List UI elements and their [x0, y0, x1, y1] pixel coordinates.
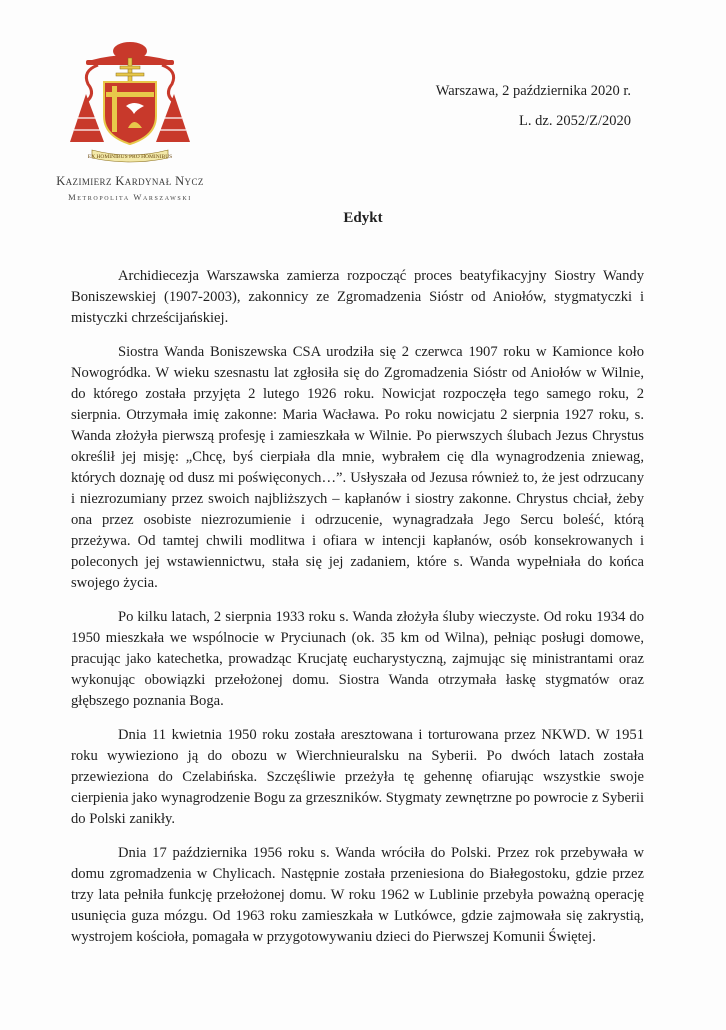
- paragraph: Po kilku latach, 2 sierpnia 1933 roku s. Wanda złożyła śluby wieczyste. Od roku 1934 do 1950 mieszkała we wspólnocie w Pryciunach (ok. 35 km od Wilna), pełniąc posługi domowe, pracując jako katechetka, prowadząc Krucjatę eucharystyczną, zajmując się ministrantami oraz wykonując obowiązki przełożonej domu. Siostra Wanda otrzymała łaskę stygmatów oraz głębszego poznania Boga.: [71, 609, 644, 709]
- issuer-name: Kazimierz Kardynał Nycz: [56, 174, 204, 188]
- paragraph: Dnia 11 kwietnia 1950 roku została aresztowana i torturowana przez NKWD. W 1951 roku wywieziono ją do obozu w Wierchnieuralsku na Syberii. Po dwóch latach została przewieziona do Czelabińska. Szczęśliwie przeżyła tę gehennę ofiarując wszystkie swoje cierpienia jako wynagrodzenie Bogu za grzeszników. Stygmaty zewnętrzne po powrocie z Syberii do Polski zanikły.: [71, 727, 644, 827]
- coat-of-arms-icon: [62, 36, 198, 166]
- paragraph: Siostra Wanda Boniszewska CSA urodziła się 2 czerwca 1907 roku w Kamionce koło Nowogródka. W wieku szesnastu lat zgłosiła się do Zgromadzenia Sióstr od Aniołów w Wilnie, do którego została przyjęta 2 lutego 1926 roku. Nowicjat rozpoczęła tego samego roku, 2 sierpnia. Otrzymała imię zakonne: Maria Wacława. Po roku nowicjatu 2 sierpnia 1927 roku, s. Wanda złożyła pierwszą profesję i zamieszkała w Wilnie. Po pierwszych ślubach Jezus Chrystus określił jej misję: „Chcę, byś cierpiała dla mnie, wybrałem cię dla wynagrodzenia zniewag, których doznaję od dusz mi poświęconych…”. Usłyszała od Jezusa również to, że jest odrzucany i niezrozumiany przez swoich najbliższych – kapłanów i siostry zakonne. Chrystus chciał, żeby ona przez osobiste niezrozumienie i odrzucenie, wynagradzała Jego Sercu boleść, którą przeżywa. Od tamtej chwili modlitwa i ofiara w intencji kapłanów, osób konsekrowanych i poleconych jej wstawiennictwu, stała się jej zadaniem, które s. Wanda wypełniała do końca swojego życia.: [71, 344, 644, 591]
- document-body: [71, 266, 644, 961]
- issuer-title: Metropolita Warszawski: [68, 192, 192, 202]
- paragraph: Archidiecezja Warszawska zamierza rozpocząć proces beatyfikacyjny Siostry Wandy Boniszewskiej (1907-2003), zakonnicy ze Zgromadzenia Sióstr od Aniołów, stygmatyczki i mistyczki chrześcijańskiej.: [71, 268, 644, 326]
- svg-text:EX HOMINIBUS PRO HOMINIBUS: EX HOMINIBUS PRO HOMINIBUS: [87, 154, 173, 160]
- document-title: Edykt: [343, 210, 383, 226]
- paragraph: Dnia 17 października 1956 roku s. Wanda wróciła do Polski. Przez rok przebywała w domu zgromadzenia w Chylicach. Następnie została przeniesiona do Białegostoku, gdzie przez trzy lata pełniła funkcję przełożonej domu. W roku 1962 w Lublinie przebyła poważną operację usunięcia guza mózgu. Od 1963 roku zamieszkała w Lutkówce, gdzie zajmowała się zakrystią, wystrojem kościoła, pomagała w przygotowywaniu dzieci do Pierwszej Komunii Świętej.: [71, 845, 644, 945]
- document-date: Warszawa, 2 października 2020 r.: [435, 83, 631, 99]
- reference-number: L. dz. 2052/Z/2020: [519, 113, 631, 129]
